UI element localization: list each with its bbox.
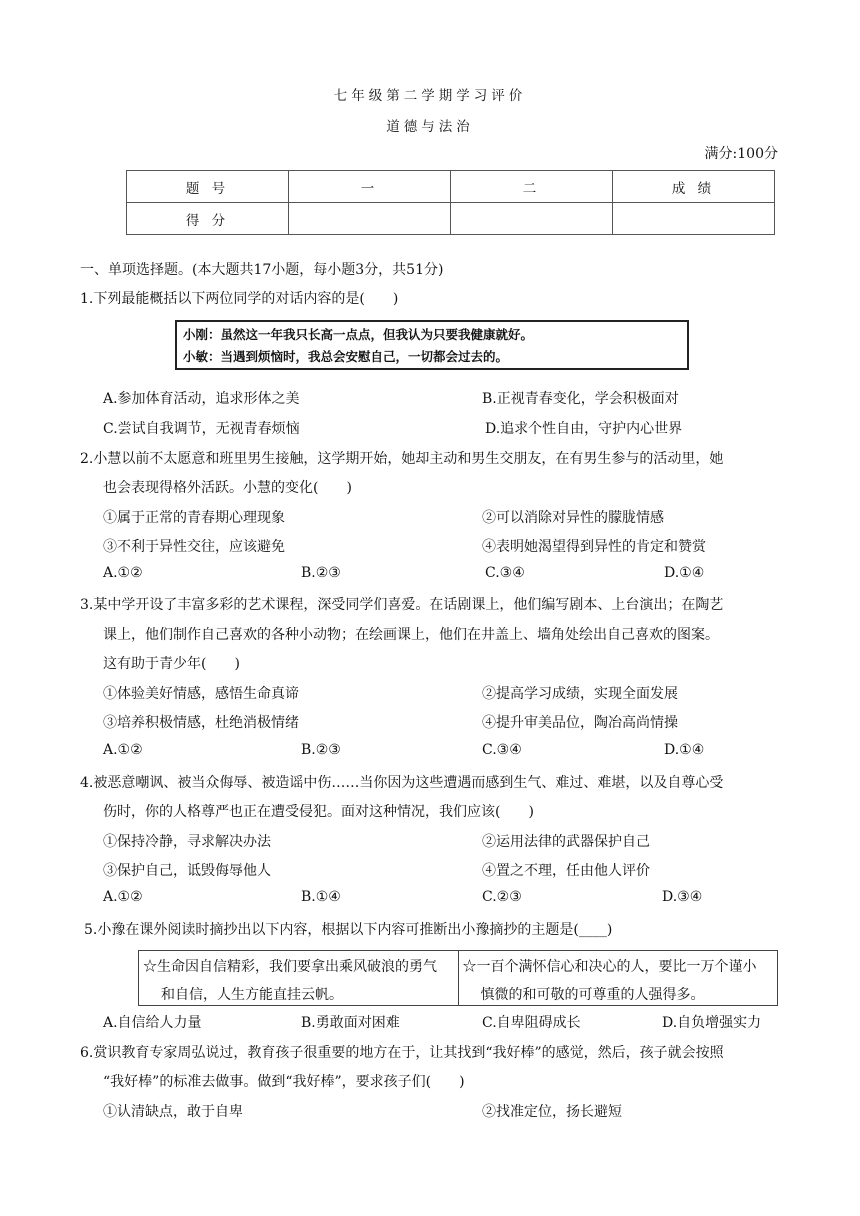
q2-option-a[interactable]: A.①② [103, 565, 143, 581]
question-3-stem-cont: 这有助于青少年( ) [103, 656, 240, 672]
full-score: 满分:100分 [704, 146, 778, 162]
quote-box [138, 950, 778, 1006]
question-6-stem-cont: “我好棒”的标准去做事。做到“我好棒”，要求孩子们( ) [103, 1074, 465, 1090]
score-row-label: 得 分 [127, 203, 289, 235]
question-1-stem: 1.下列最能概括以下两位同学的对话内容的是( ) [80, 291, 399, 307]
q1-option-a[interactable]: A.参加体育活动，追求形体之美 [103, 391, 300, 407]
q4-statement-4: ④置之不理，任由他人评价 [482, 863, 650, 879]
q3-statement-4: ④提升审美品位，陶冶高尚情操 [482, 715, 678, 731]
q2-statement-1: ①属于正常的青春期心理现象 [103, 510, 285, 526]
q5-option-c[interactable]: C.自卑阻碍成长 [482, 1015, 581, 1031]
q4-statement-1: ①保持冷静，寻求解决办法 [103, 834, 271, 850]
q3-statement-1: ①体验美好情感，感悟生命真谛 [103, 686, 299, 702]
q4-option-b[interactable]: B.①④ [301, 889, 341, 905]
q5-option-d[interactable]: D.自负增强实力 [662, 1015, 762, 1031]
question-3-stem-cont: 课上，他们制作自己喜欢的各种小动物；在绘画课上，他们在井盖上、墙角处绘出自己喜欢的图案。 [103, 627, 719, 643]
q4-option-d[interactable]: D.③④ [662, 889, 703, 905]
question-6-stem: 6.赏识教育专家周弘说过，教育孩子很重要的地方在于，让其找到“我好棒”的感觉，然后，孩子就会按照 [80, 1045, 724, 1061]
score-table-score-row [127, 203, 775, 235]
quote-line: 慎微的和可敬的可尊重的人强得多。 [480, 987, 705, 1003]
q3-option-b[interactable]: B.②③ [301, 742, 341, 758]
q1-option-d[interactable]: D.追求个性自由，守护内心世界 [485, 421, 683, 437]
quote-line: ☆生命因自信精彩，我们要拿出乘风破浪的勇气 [143, 959, 437, 975]
subject-title: 道德与法治 [386, 119, 474, 135]
table-header-cell: 一 [289, 171, 451, 203]
section-heading: 一、单项选择题。(本大题共17小题，每小题3分，共51分) [80, 262, 444, 278]
score-cell-part2[interactable] [451, 203, 613, 235]
score-cell-part1[interactable] [289, 203, 451, 235]
table-header-cell: 二 [451, 171, 613, 203]
q3-option-a[interactable]: A.①② [103, 742, 143, 758]
quote-cell-2 [458, 951, 778, 1005]
question-4-stem: 4.被恶意嘲讽、被当众侮辱、被造谣中伤……当你因为这些遭遇而感到生气、难过、难堪，以及自尊心受 [80, 775, 724, 791]
q1-option-c[interactable]: C.尝试自我调节，无视青春烦恼 [103, 421, 300, 437]
q4-statement-3: ③保护自己，诋毁侮辱他人 [103, 863, 271, 879]
quote-cell-1 [139, 951, 458, 1005]
q2-option-b[interactable]: B.②③ [301, 565, 341, 581]
exam-title: 七年级第二学期学习评价 [333, 88, 527, 104]
q4-option-c[interactable]: C.②③ [482, 889, 522, 905]
question-4-stem-cont: 伤时，你的人格尊严也正在遭受侵犯。面对这种情况，我们应该( ) [103, 804, 534, 820]
q3-statement-3: ③培养积极情感，杜绝消极情绪 [103, 715, 299, 731]
score-cell-total[interactable] [613, 203, 775, 235]
q5-option-a[interactable]: A.自信给人力量 [103, 1015, 202, 1031]
quote-line: 和自信，人生方能直挂云帆。 [161, 987, 343, 1003]
q4-option-a[interactable]: A.①② [103, 889, 143, 905]
question-3-stem: 3.某中学开设了丰富多彩的艺术课程，深受同学们喜爱。在话剧课上，他们编写剧本、上台演出；在陶艺 [80, 597, 724, 613]
q6-statement-2: ②找准定位，扬长避短 [482, 1104, 622, 1120]
dialogue-line: 小刚：虽然这一年我只长高一点点，但我认为只要我健康就好。 [183, 327, 534, 342]
q3-option-d[interactable]: D.①④ [664, 742, 705, 758]
question-2-stem: 2.小慧以前不太愿意和班里男生接触，这学期开始，她却主动和男生交朋友，在有男生参与的活动里，她 [80, 451, 724, 467]
table-header-cell: 成 绩 [613, 171, 775, 203]
question-2-stem-cont: 也会表现得格外活跃。小慧的变化( ) [103, 480, 352, 496]
q5-option-b[interactable]: B.勇敢面对困难 [301, 1015, 400, 1031]
q2-statement-2: ②可以消除对异性的朦胧情感 [482, 510, 664, 526]
table-header-cell: 题 号 [127, 171, 289, 203]
dialogue-line: 小敏：当遇到烦恼时，我总会安慰自己，一切都会过去的。 [183, 349, 509, 364]
q1-option-b[interactable]: B.正视青春变化，学会积极面对 [482, 391, 679, 407]
q6-statement-1: ①认清缺点，敢于自卑 [103, 1104, 243, 1120]
score-table-header-row [127, 171, 775, 203]
q2-statement-4: ④表明她渴望得到异性的肯定和赞赏 [482, 539, 706, 555]
q2-option-d[interactable]: D.①④ [664, 565, 705, 581]
q4-statement-2: ②运用法律的武器保护自己 [482, 834, 650, 850]
q2-option-c[interactable]: C.③④ [485, 565, 525, 581]
dialogue-box [175, 320, 689, 370]
quote-line: ☆一百个满怀信心和决心的人，要比一万个谨小 [462, 959, 757, 975]
score-table [126, 170, 775, 235]
question-5-stem: 5.小豫在课外阅读时摘抄出以下内容，根据以下内容可推断出小豫摘抄的主题是(____) [84, 922, 613, 938]
q3-option-c[interactable]: C.③④ [482, 742, 522, 758]
q3-statement-2: ②提高学习成绩，实现全面发展 [482, 686, 678, 702]
q2-statement-3: ③不利于异性交往，应该避免 [103, 539, 285, 555]
